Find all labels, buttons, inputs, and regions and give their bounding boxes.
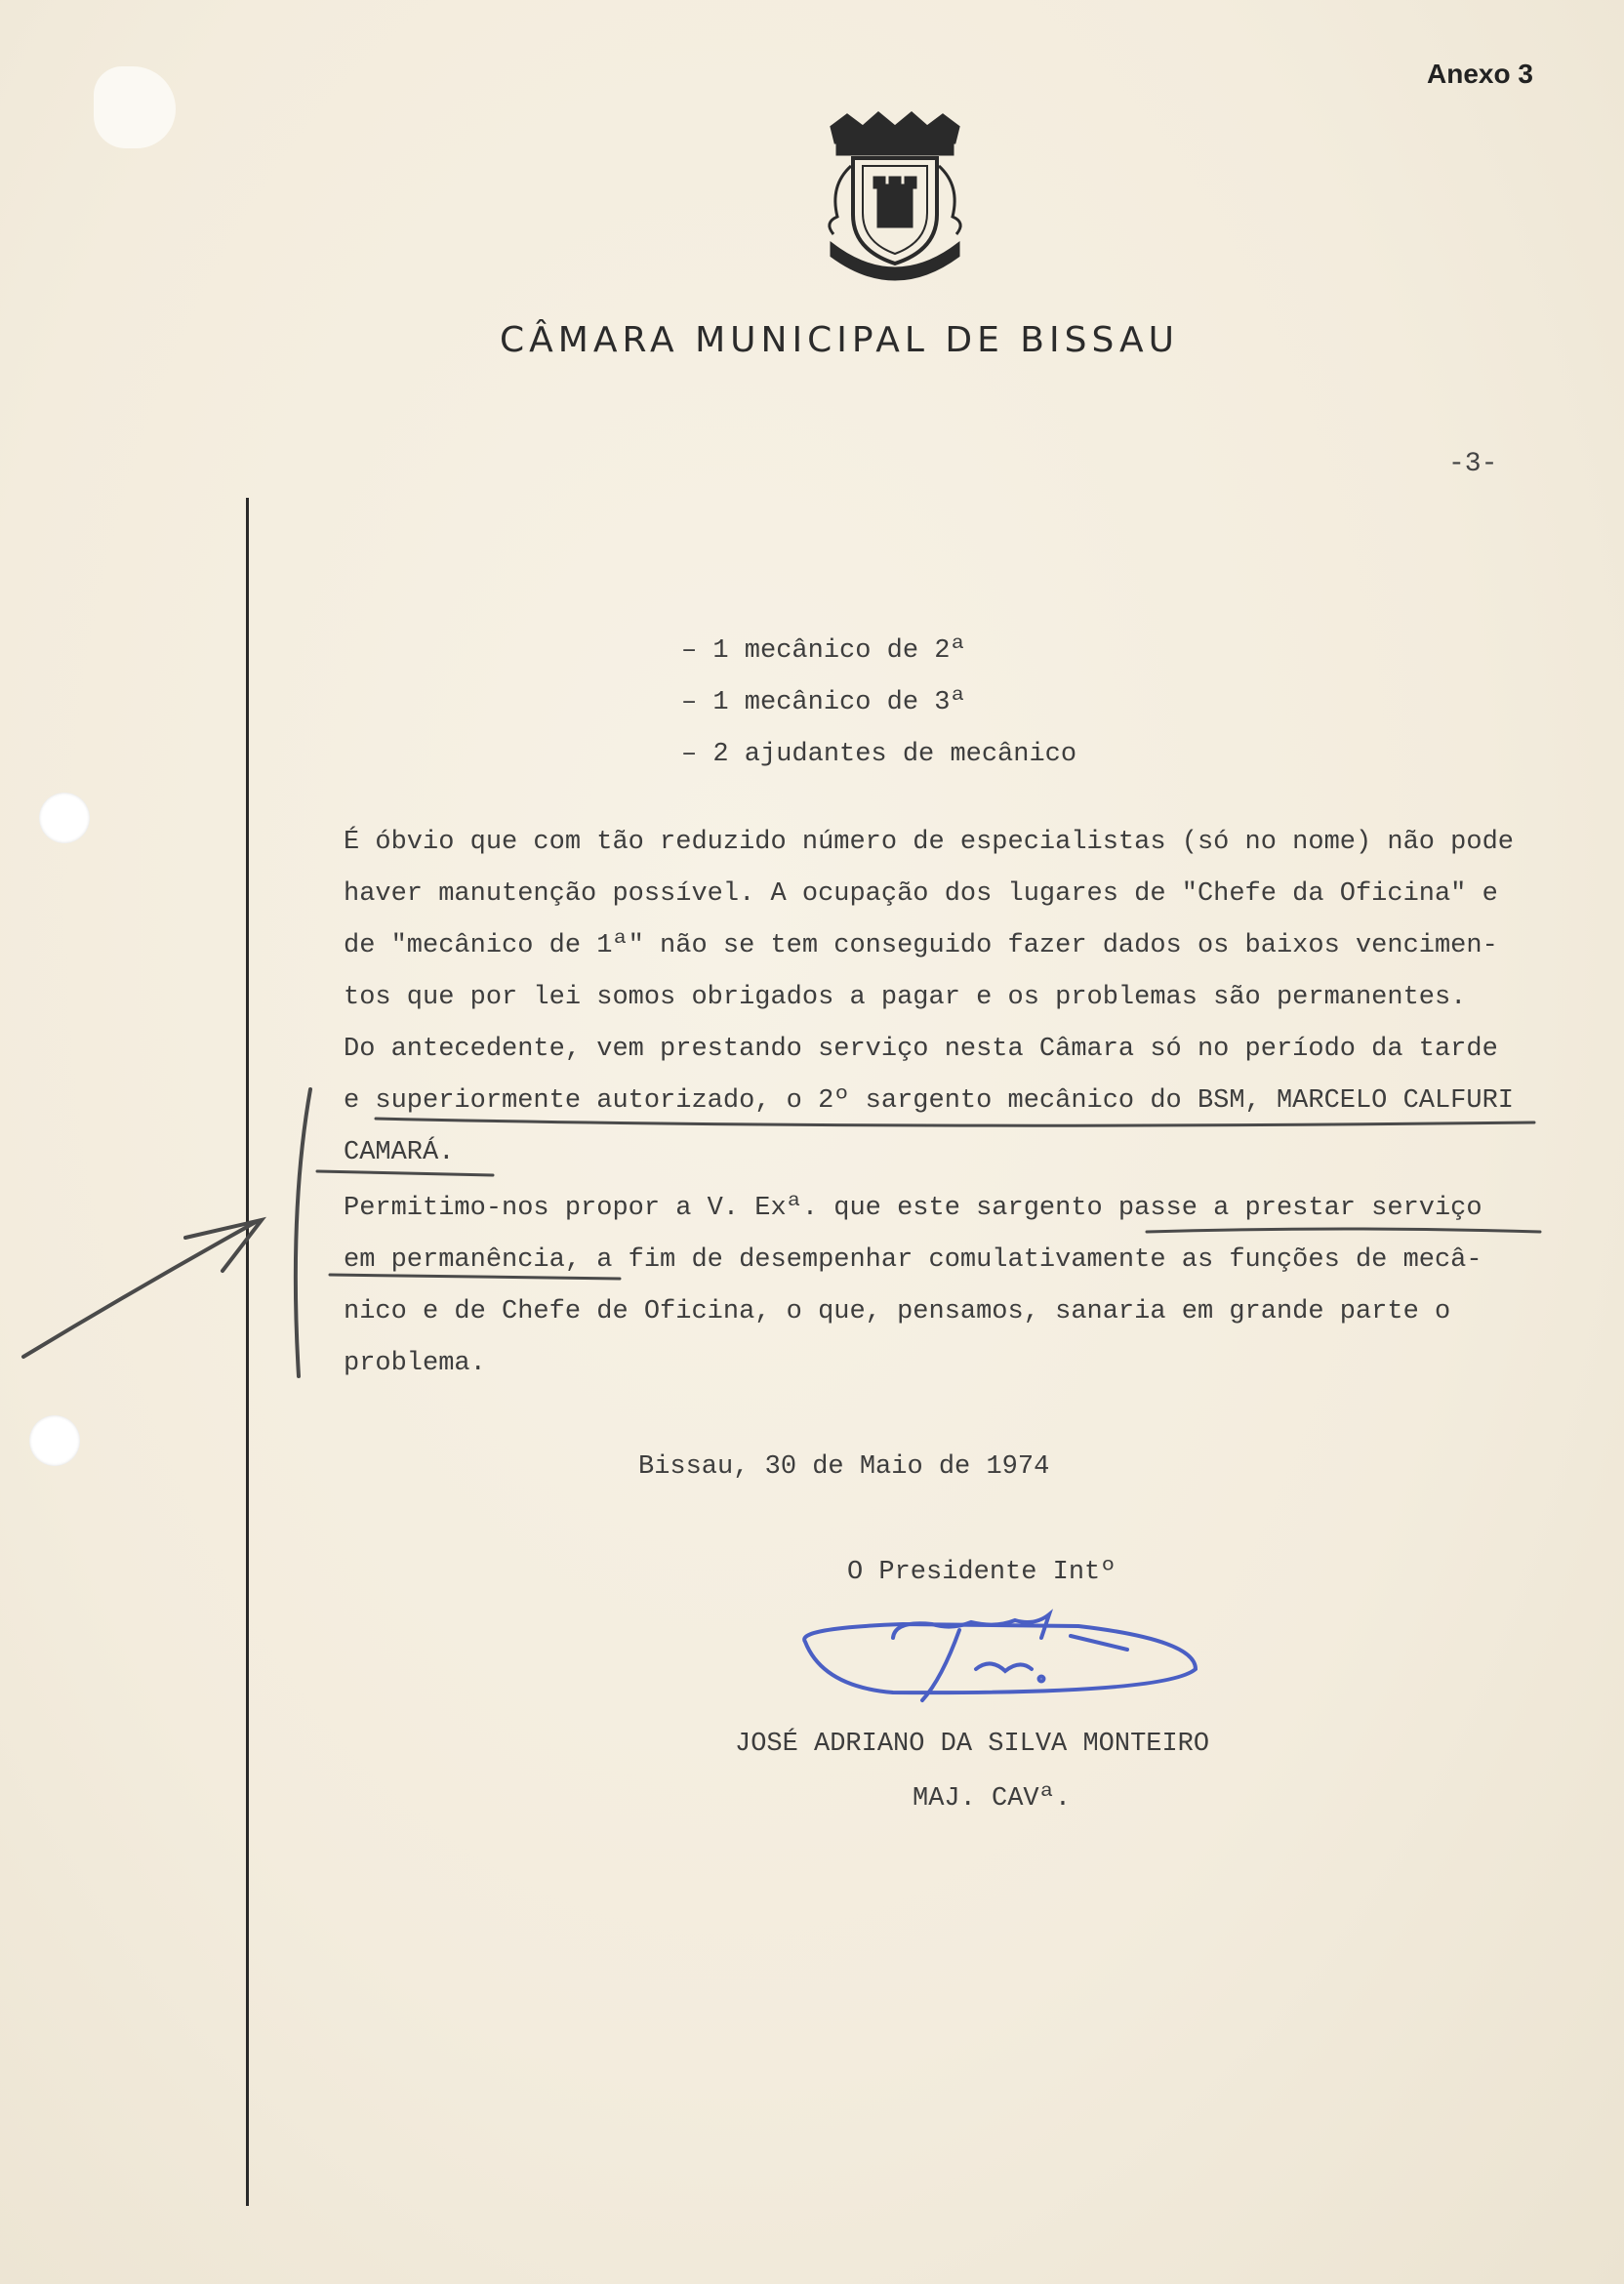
signatory-rank: MAJ. CAVª. xyxy=(913,1784,1072,1814)
underline-mark xyxy=(317,1171,493,1175)
page-number: -3- xyxy=(1448,449,1498,479)
paragraph-line: CAMARÁ. xyxy=(344,1138,455,1167)
underline-mark xyxy=(1147,1229,1540,1232)
list-item: – 2 ajudantes de mecânico xyxy=(681,740,1077,769)
organization-name: CÂMARA MUNICIPAL DE BISSAU xyxy=(500,320,1179,360)
paragraph-line: e superiormente autorizado, o 2º sargento mecânico do BSM, MARCELO CALFURI xyxy=(344,1086,1514,1116)
place-date: Bissau, 30 de Maio de 1974 xyxy=(638,1452,1050,1482)
paragraph-line: de "mecânico de 1ª" não se tem conseguido fazer dados os baixos vencimen- xyxy=(344,931,1498,960)
arrow-mark xyxy=(185,1220,262,1271)
signatory-name: JOSÉ ADRIANO DA SILVA MONTEIRO xyxy=(735,1730,1210,1759)
paragraph-line: problema. xyxy=(344,1349,486,1378)
paragraph-line: É óbvio que com tão reduzido número de especialistas (só no nome) não pode xyxy=(344,828,1514,857)
punch-hole xyxy=(39,793,90,843)
margin-bracket-mark xyxy=(296,1089,310,1376)
list-item: – 1 mecânico de 3ª xyxy=(681,688,966,717)
arrow-mark xyxy=(23,1222,256,1357)
list-item: – 1 mecânico de 2ª xyxy=(681,636,966,666)
paragraph-line: Do antecedente, vem prestando serviço nesta Câmara só no período da tarde xyxy=(344,1035,1498,1064)
municipal-coat-of-arms-icon xyxy=(812,107,978,283)
paragraph-line: haver manutenção possível. A ocupação dos lugares de "Chefe da Oficina" e xyxy=(344,879,1498,909)
punch-hole xyxy=(29,1415,80,1466)
annex-label: Anexo 3 xyxy=(1427,59,1533,89)
margin-rule xyxy=(246,498,249,2206)
underline-mark xyxy=(376,1119,1534,1125)
signatory-role: O Presidente Intº xyxy=(847,1558,1116,1587)
paragraph-line: tos que por lei somos obrigados a pagar e os problemas são permanentes. xyxy=(344,983,1467,1012)
handwritten-signature xyxy=(786,1601,1215,1728)
underline-mark xyxy=(330,1275,620,1279)
paragraph-line: Permitimo-nos propor a V. Exª. que este sargento passe a prestar serviço xyxy=(344,1194,1482,1223)
paragraph-line: nico e de Chefe de Oficina, o que, pensamos, sanaria em grande parte o xyxy=(344,1297,1451,1326)
paragraph-line: em permanência, a fim de desempenhar comulativamente as funções de mecâ- xyxy=(344,1245,1482,1275)
paper-tear-mark xyxy=(94,66,176,148)
